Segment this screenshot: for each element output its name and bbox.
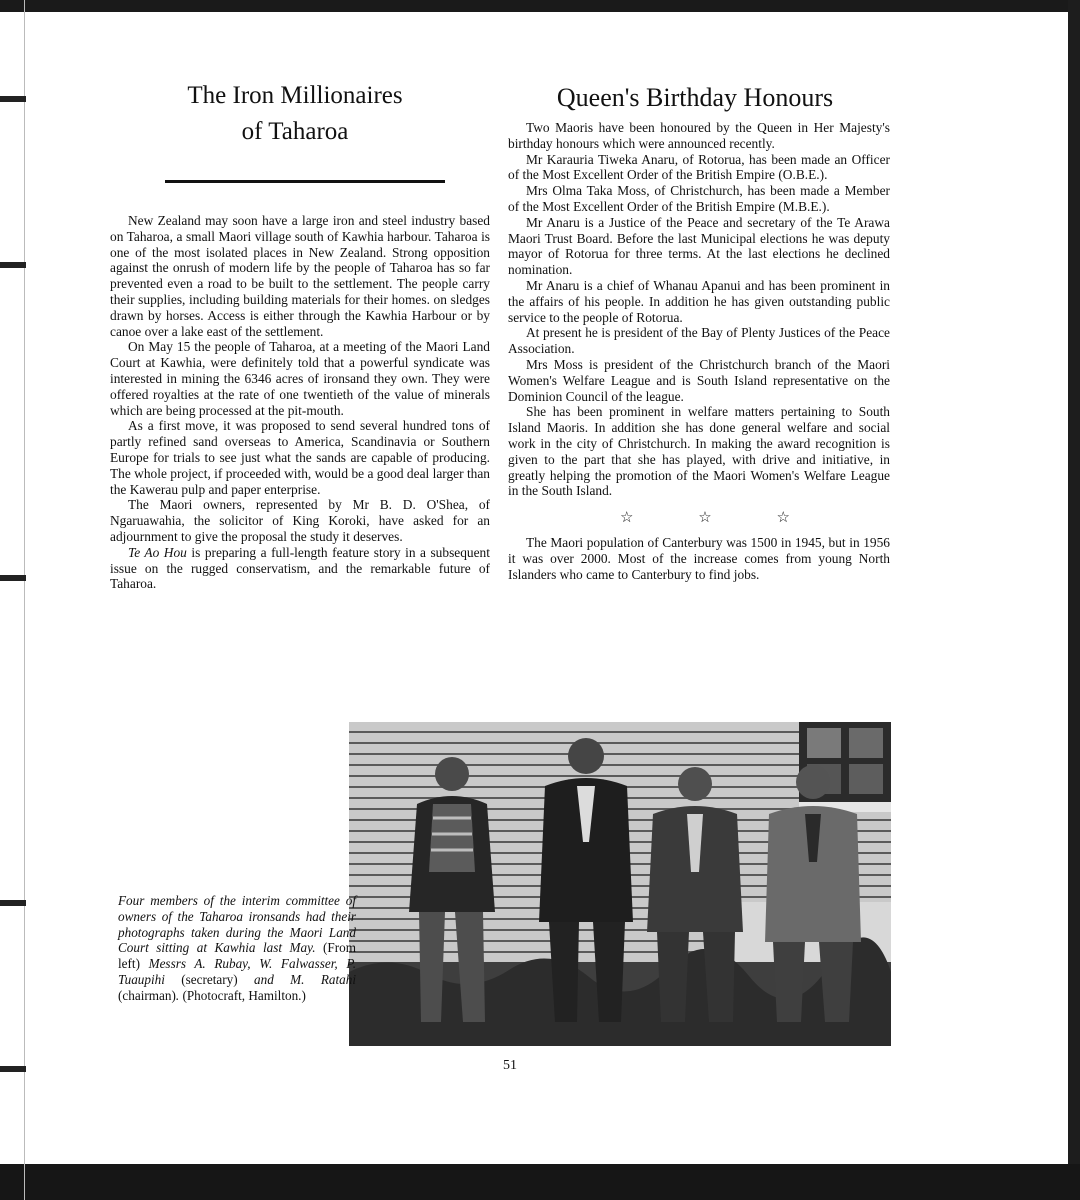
section-divider <box>620 511 790 527</box>
page-number: 51 <box>503 1058 517 1073</box>
star-icon: ☆ <box>776 510 790 527</box>
magazine-name: Te Ao Hou <box>128 544 187 560</box>
paragraph: Mrs Moss is president of the Christchurch branch of the Maori Women's Welfare League and is South Island representative on the Dominion Council of the league. <box>508 356 890 404</box>
caption-text: (secretary) <box>181 971 238 987</box>
paragraph: The Maori owners, represented by Mr B. D. O'Shea, of Ngaruawahia, the solicitor of King Koroki, have asked for an adjournment to give the proposal the study it deserves. <box>110 497 490 544</box>
photo-caption <box>118 893 356 1004</box>
left-title-line1: The Iron Millionaires <box>187 82 403 109</box>
caption-text: . <box>175 987 183 1003</box>
right-article-title: Queen's Birthday Honours <box>556 83 834 112</box>
caption-text: and M. Ratahi <box>237 971 356 987</box>
paragraph: She has been prominent in welfare matters pertaining to South Island Maoris. In addition she has done general welfare and social work in the city of Christchurch. In making the award recognition is given to the part that she has played, with drive and initiative, in greatly helping the promotion of the Maori Women's Welfare League in the South Island. <box>508 404 890 499</box>
binding-mark <box>0 262 26 268</box>
paragraph: The Maori population of Canterbury was 1500 in 1945, but in 1956 it was over 2000. Most of the increase comes from young North Islanders who came to Canterbury to find jobs. <box>508 534 890 582</box>
star-icon: ☆ <box>698 510 712 527</box>
paragraph-text: is preparing a full-length feature story in a subsequent issue on the rugged conservatism, and the remarkable future of Taharoa. <box>110 544 490 592</box>
caption-text: (From left) <box>118 940 356 972</box>
caption-text: Messrs A. Rubay, W. Falwasser, P. Tuaupihi <box>118 956 356 987</box>
paragraph: As a first move, it was proposed to send several hundred tons of partly refined sand overseas to America, Scandinavia or Southern Europe for trials to see just what the sands are capable of producing. The whole project, if proceeded with, would be a good deal larger than the Kawerau pulp and paper enterprise. <box>110 418 490 497</box>
paragraph: Mrs Olma Taka Moss, of Christchurch, has been made a Member of the Most Excellent Order of the British Empire (M.B.E.). <box>508 183 890 214</box>
left-title-line2: of Taharoa <box>241 118 349 145</box>
scan-border-bottom <box>0 1164 1080 1200</box>
paragraph: At present he is president of the Bay of Plenty Justices of the Peace Association. <box>508 325 890 357</box>
binding-mark <box>0 900 26 906</box>
caption-text: (Photocraft, Hamilton.) <box>182 987 306 1003</box>
left-article-title <box>110 78 480 150</box>
photo-illustration <box>349 722 891 1046</box>
star-icon: ☆ <box>620 510 634 527</box>
caption-text: (chairman) <box>118 987 176 1003</box>
left-article-body <box>110 213 490 592</box>
paragraph: Two Maoris have been honoured by the Queen in Her Majesty's birthday honours which were announced recently. <box>508 120 890 151</box>
paragraph: Mr Anaru is a Justice of the Peace and secretary of the Te Arawa Maori Trust Board. Before the last Municipal elections he was deputy mayor of Rotorua for three terms. At the last elections he declined nomination. <box>508 214 890 278</box>
binding-mark <box>0 96 26 102</box>
group-photo <box>349 722 891 1046</box>
binding-mark <box>0 1066 26 1072</box>
right-article-body <box>508 120 890 582</box>
caption-text: Four members of the interim committee of owners of the Taharoa ironsands had their photographs taken during the Maori Land Court sitting at Kawhia last May. <box>118 893 356 956</box>
paragraph: Mr Karauria Tiweka Anaru, of Rotorua, has been made an Officer of the Most Excellent Order of the British Empire (O.B.E.). <box>508 151 890 183</box>
scan-border-left <box>0 0 25 1200</box>
paragraph: On May 15 the people of Taharoa, at a meeting of the Maori Land Court at Kawhia, were definitely told that a powerful syndicate was interested in mining the 6346 acres of ironsand they own. They were offered royalties at the rate of one twentieth of the value of minerals which are being processed at the pit-mouth. <box>110 339 490 418</box>
binding-mark <box>0 575 26 581</box>
scan-border-top <box>0 0 1080 12</box>
paragraph: Mr Anaru is a chief of Whanau Apanui and has been prominent in the affairs of his people. In addition he has given outstanding public service to the people of Rotorua. <box>508 277 890 325</box>
title-rule <box>165 180 445 183</box>
paragraph <box>110 545 490 592</box>
paragraph: New Zealand may soon have a large iron and steel industry based on Taharoa, a small Maori village south of Kawhia harbour. Taharoa is one of the most isolated places in New Zealand. Strong opposition against the onrush of modern life by the people of Taharoa has so far prevented even a road to be built to the settlement. The people carry their supplies, including building materials for their homes. on sledges drawn by horses. Access is either through the Kawhia Harbour or by canoe over a lake east of the settlement. <box>110 213 490 339</box>
scan-border-right <box>1068 0 1080 1200</box>
